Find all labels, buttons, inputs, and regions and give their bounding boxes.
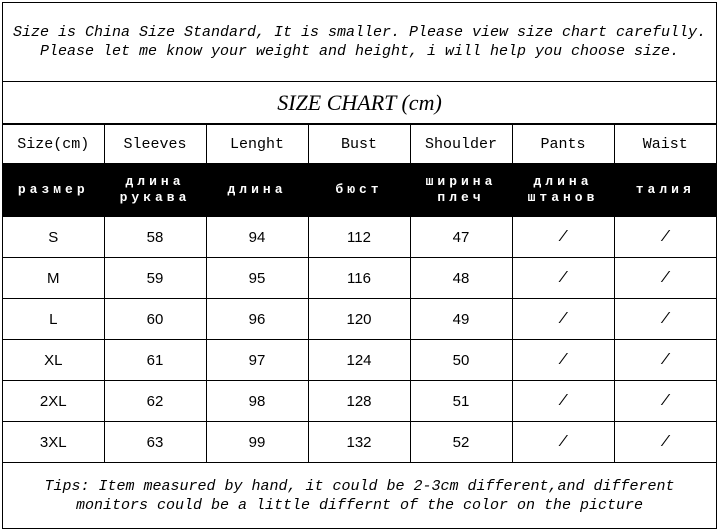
notice-line-2: Please let me know your weight and height, i will help you choose size. [39,43,680,60]
cell-bust: 128 [308,381,410,422]
cell-sleeves: 61 [104,340,206,381]
table-row [3,422,716,463]
cell-bust: 116 [308,258,410,299]
russian-header-row [3,164,716,217]
cell-size: XL [3,340,104,381]
cell-length: 94 [206,217,308,258]
cell-pants: / [512,422,614,463]
tips-line-2: monitors could be a little differnt of the color on the picture [75,496,644,514]
cell-size: 3XL [3,422,104,463]
cell-pants: / [512,299,614,340]
cell-waist: / [614,217,716,258]
header-length: Lenght [206,125,308,164]
russian-header-shoulder [410,164,512,217]
cell-sleeves: 58 [104,217,206,258]
russian-header-size [3,164,104,217]
table-row [3,258,716,299]
cell-pants: / [512,340,614,381]
cell-waist: / [614,340,716,381]
cell-length: 97 [206,340,308,381]
cell-size: M [3,258,104,299]
cell-length: 99 [206,422,308,463]
chart-title: SIZE CHART (cm) [3,82,716,124]
header-pants: Pants [512,125,614,164]
russian-header-length [206,164,308,217]
header-size: Size(cm) [3,125,104,164]
cell-bust: 124 [308,340,410,381]
table-row [3,217,716,258]
header-row [3,125,716,164]
cell-sleeves: 60 [104,299,206,340]
cell-shoulder: 50 [410,340,512,381]
table-row [3,299,716,340]
tips-note [3,462,716,528]
cell-pants: / [512,217,614,258]
cell-waist: / [614,258,716,299]
cell-waist: / [614,422,716,463]
cell-pants: / [512,381,614,422]
russian-header-line: ширина [425,174,497,189]
table-row [3,381,716,422]
russian-header-line: бюст [335,182,383,197]
russian-header-line: размер [17,182,89,197]
table-row [3,340,716,381]
tips-line-1: Tips: Item measured by hand, it could be 2-3cm different,and different [44,477,675,495]
header-shoulder: Shoulder [410,125,512,164]
cell-sleeves: 63 [104,422,206,463]
russian-header-line: длина [533,174,593,189]
russian-header-line: длина [125,174,185,189]
cell-shoulder: 47 [410,217,512,258]
cell-bust: 132 [308,422,410,463]
cell-size: S [3,217,104,258]
cell-sleeves: 62 [104,381,206,422]
russian-header-bust [308,164,410,217]
cell-waist: / [614,299,716,340]
header-sleeves: Sleeves [104,125,206,164]
cell-length: 98 [206,381,308,422]
russian-header-line: талия [635,182,695,197]
size-notice [3,3,716,82]
cell-pants: / [512,258,614,299]
russian-header-waist [614,164,716,217]
cell-shoulder: 49 [410,299,512,340]
cell-sleeves: 59 [104,258,206,299]
cell-shoulder: 51 [410,381,512,422]
cell-shoulder: 48 [410,258,512,299]
notice-line-1: Size is China Size Standard, It is smaller. Please view size chart carefully. [12,24,707,41]
russian-header-line: плеч [437,190,485,205]
header-waist: Waist [614,125,716,164]
size-table [3,124,716,463]
cell-length: 95 [206,258,308,299]
russian-header-line: длина [227,182,287,197]
russian-header-line: штанов [527,190,599,205]
russian-header-sleeves [104,164,206,217]
cell-bust: 120 [308,299,410,340]
cell-bust: 112 [308,217,410,258]
russian-header-line: рукава [119,190,191,205]
header-bust: Bust [308,125,410,164]
cell-shoulder: 52 [410,422,512,463]
russian-header-pants [512,164,614,217]
cell-waist: / [614,381,716,422]
cell-size: L [3,299,104,340]
cell-size: 2XL [3,381,104,422]
cell-length: 96 [206,299,308,340]
